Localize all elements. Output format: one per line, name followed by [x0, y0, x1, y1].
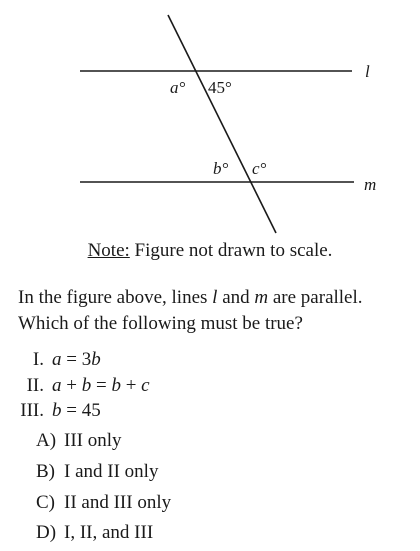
- statement-number: II.: [26, 375, 44, 396]
- statement-number: I.: [32, 349, 44, 370]
- statement-ii: [14, 375, 150, 397]
- math-op: =: [91, 375, 112, 396]
- line-l-ref: l: [212, 287, 218, 308]
- angle-c-label: c°: [252, 159, 267, 178]
- math-var: b: [111, 375, 121, 396]
- question-text-part: In the figure above, lines: [18, 287, 213, 308]
- choice-letter: B): [36, 461, 55, 482]
- math-op: +: [120, 375, 142, 396]
- math-var: b: [52, 400, 62, 421]
- question-stem: [18, 285, 418, 337]
- line-m-ref: m: [254, 287, 269, 308]
- angle-45-label: 45°: [208, 78, 232, 97]
- question-text-part: and: [217, 287, 255, 308]
- statement-number: III.: [20, 400, 44, 421]
- statement-i: [14, 349, 101, 371]
- choice-a[interactable]: [36, 430, 122, 452]
- choice-text: III only: [64, 430, 122, 451]
- choice-text: II and III only: [64, 492, 172, 513]
- choice-text: I, II, and III: [64, 522, 154, 543]
- angle-b-label: b°: [213, 159, 229, 178]
- parallel-lines-figure: [0, 0, 420, 240]
- figure-note: [0, 240, 420, 262]
- math-var: a: [52, 349, 62, 370]
- transversal-line: [168, 15, 276, 233]
- math-var: a: [52, 375, 62, 396]
- choice-c[interactable]: [36, 492, 171, 514]
- line-l-label: l: [365, 62, 370, 81]
- choice-text: I and II only: [64, 461, 159, 482]
- choice-letter: D): [36, 522, 57, 543]
- choice-letter: C): [36, 492, 55, 513]
- statement-iii: [14, 400, 101, 422]
- question-line-1: [18, 285, 418, 311]
- choice-d[interactable]: [36, 522, 153, 544]
- math-op: = 45: [61, 400, 101, 421]
- math-op: = 3: [61, 349, 92, 370]
- angle-a-label: a°: [170, 78, 186, 97]
- note-text: Figure not drawn to scale.: [129, 240, 333, 261]
- question-line-2: Which of the following must be true?: [18, 313, 303, 334]
- choice-b[interactable]: [36, 461, 158, 483]
- math-var: c: [141, 375, 150, 396]
- question-text-part: are parallel.: [268, 287, 363, 308]
- choice-letter: A): [36, 430, 57, 451]
- math-var: b: [91, 349, 101, 370]
- line-m-label: m: [364, 175, 377, 194]
- math-op: +: [61, 375, 82, 396]
- note-label: Note:: [87, 240, 130, 261]
- math-var: b: [81, 375, 92, 396]
